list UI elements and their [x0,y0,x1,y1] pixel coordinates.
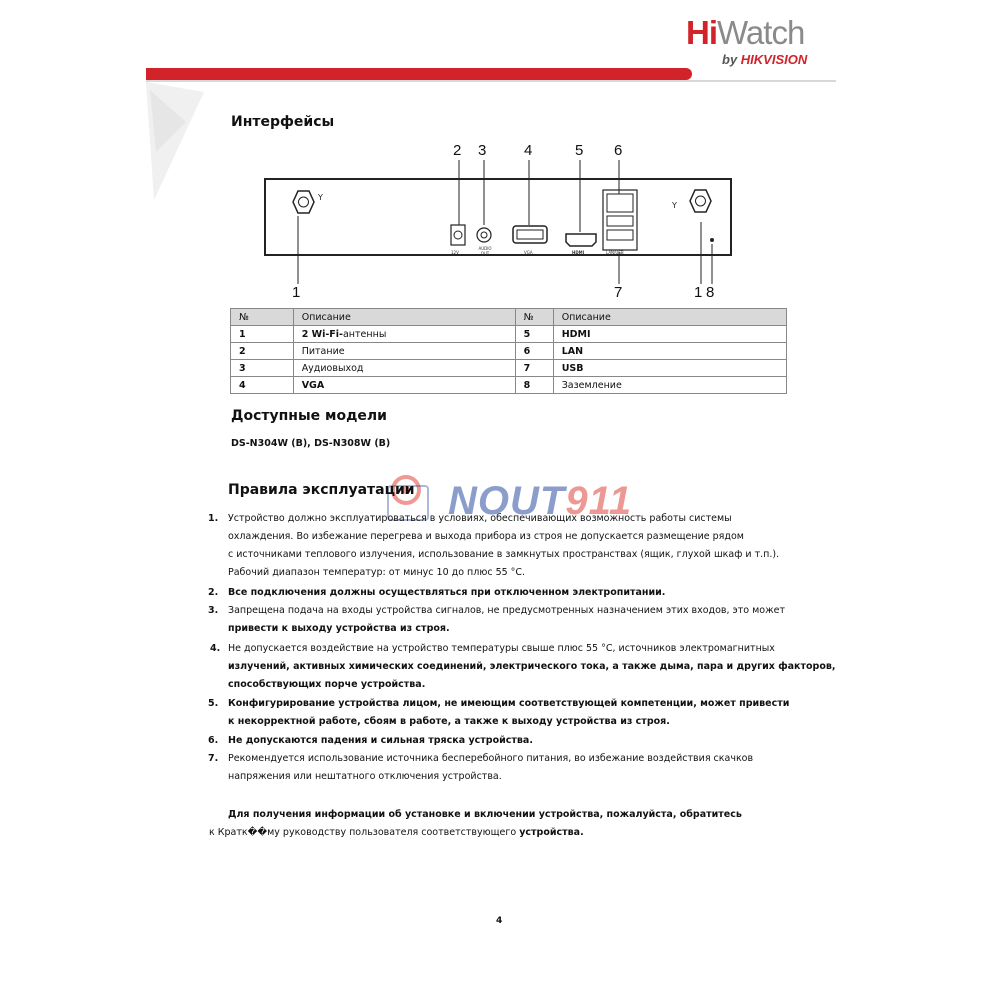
table-cell: 1 [231,326,294,343]
callout-7: 7 [614,284,623,301]
rule-text: Не допускаются падения и сильная тряска устройства. [228,735,533,746]
rule-text: Устройство должно эксплуатироваться в условиях, обеспечивающих возможность работы системы [228,513,732,524]
table-cell: USB [553,360,786,377]
rule-number: 3. [208,605,219,616]
models-heading: Доступные модели [231,408,387,424]
table-cell: 6 [515,343,553,360]
rule-number: 1. [208,513,219,524]
antenna-right-icon [671,190,711,212]
table-cell [293,326,515,343]
label-lan-usb: LAN/USB [606,250,624,255]
brand-hi: Hi [686,14,717,51]
usb-port-icon-1 [607,216,633,226]
callout-4: 4 [524,142,533,159]
svg-text:Y: Y [672,201,677,210]
table-cell: HDMI [553,326,786,343]
table-cell: LAN [553,343,786,360]
table-cell: 7 [515,360,553,377]
rule-number: 6. [208,735,219,746]
rule-number: 7. [208,753,219,764]
rule-text: Рабочий диапазон температур: от минус 10 до плюс 55 °C. [228,567,526,578]
label-vga: VGA [524,250,533,255]
footer-note-text: к Кратк��му руководству пользователя соответствующего [209,827,520,838]
col-header-description: Описание [293,309,515,326]
col-header-number: № [231,309,294,326]
table-cell: 3 [231,360,294,377]
antenna-left-icon [293,191,323,213]
callout-2: 2 [453,142,462,159]
footer-note-line1: Для получения информации об установке и включении устройства, пожалуйста, обратитесь [228,809,742,820]
rule-text: с источниками теплового излучения, использование в замкнутых пространствах (ящик, глухой шкаф и т.п.). [228,549,780,560]
table-cell [293,360,515,377]
panel-ports [264,178,732,256]
label-audio-out: AUDIO OUT [478,246,492,256]
watermark-911: 911 [565,479,633,523]
vga-port-icon [513,226,547,243]
rule-text: к некорректной работе, сбоям в работе, а также к выходу устройства из строя. [228,716,670,727]
rule-number: 2. [208,587,219,598]
callout-5: 5 [575,142,584,159]
svg-text:Y: Y [318,193,323,202]
table-cell: 8 [515,377,553,394]
table-cell [293,377,515,394]
models-list: DS-N304W (B), DS-N308W (B) [231,438,391,449]
cell-bold: VGA [301,379,325,391]
cell-rest: антенны [342,328,387,340]
rule-text: Запрещена подача на входы устройства сигналов, не предусмотренных назначением этих входов, это может [228,605,786,616]
table-row [231,326,787,343]
brand-watch: Watch [717,14,805,51]
table-cell: 5 [515,326,553,343]
rule-text: Рекомендуется использование источника бесперебойного питания, во избежание воздействия скачков [228,753,754,764]
table-cell [293,343,515,360]
rule-text: охлаждения. Во избежание перегрева и выхода прибора из строя не допускается размещение рядом [228,531,744,542]
ground-icon [710,238,714,242]
table-row [231,377,787,394]
brand-by: by [722,52,741,67]
cell-rest: Аудиовыход [301,362,364,374]
col-header-description-2: Описание [553,309,786,326]
rule-text: Конфигурирование устройства лицом, не имеющим соответствующей компетенции, может привести [228,698,790,709]
footer-note-bold: устройства. [519,827,584,838]
brand-hikvision: HIKVISION [740,52,808,67]
callout-8: 8 [706,284,715,301]
interfaces-table [230,308,787,394]
lan-usb-block [603,190,637,250]
table-header-row [231,309,787,326]
power-port-icon [451,225,465,245]
rule-text: привести к выходу устройства из строя. [228,623,450,634]
watermark-nout: NOUT [448,479,566,523]
rule-number: 4. [210,643,221,654]
callout-6: 6 [614,142,623,159]
table-cell: Заземление [553,377,786,394]
hdmi-port-icon [566,234,596,246]
page-number: 4 [496,916,503,926]
label-hdmi: HDMI [572,250,585,255]
interfaces-heading: Интерфейсы [231,114,335,130]
rule-text: Все подключения должны осуществляться при отключенном электропитании. [228,587,666,598]
callout-1-left: 1 [292,284,301,301]
table-row [231,343,787,360]
rule-text: напряжения или нештатного отключения устройства. [228,771,502,782]
rule-text: способствующих порче устройства. [228,679,426,690]
usb-port-icon-2 [607,230,633,240]
callout-1-right: 1 [694,284,703,301]
audio-port-icon [477,228,491,242]
callout-3: 3 [478,142,487,159]
cell-bold: 2 Wi-Fi- [301,328,343,340]
table-cell: 2 [231,343,294,360]
table-cell: 4 [231,377,294,394]
col-header-number-2: № [515,309,553,326]
label-12v: 12V [451,250,459,255]
rules-heading: Правила эксплуатации [228,482,415,498]
table-row [231,360,787,377]
rule-text: Не допускается воздействие на устройство температуры свыше плюс 55 °C, источников электромагнитных [228,643,775,654]
cell-rest: Питание [301,345,345,357]
rule-text: излучений, активных химических соединений, электрического тока, а также дыма, пара и других факторов, [228,661,836,672]
lan-port-icon [607,194,633,212]
rule-number: 5. [208,698,219,709]
footer-note-line2 [209,827,584,838]
